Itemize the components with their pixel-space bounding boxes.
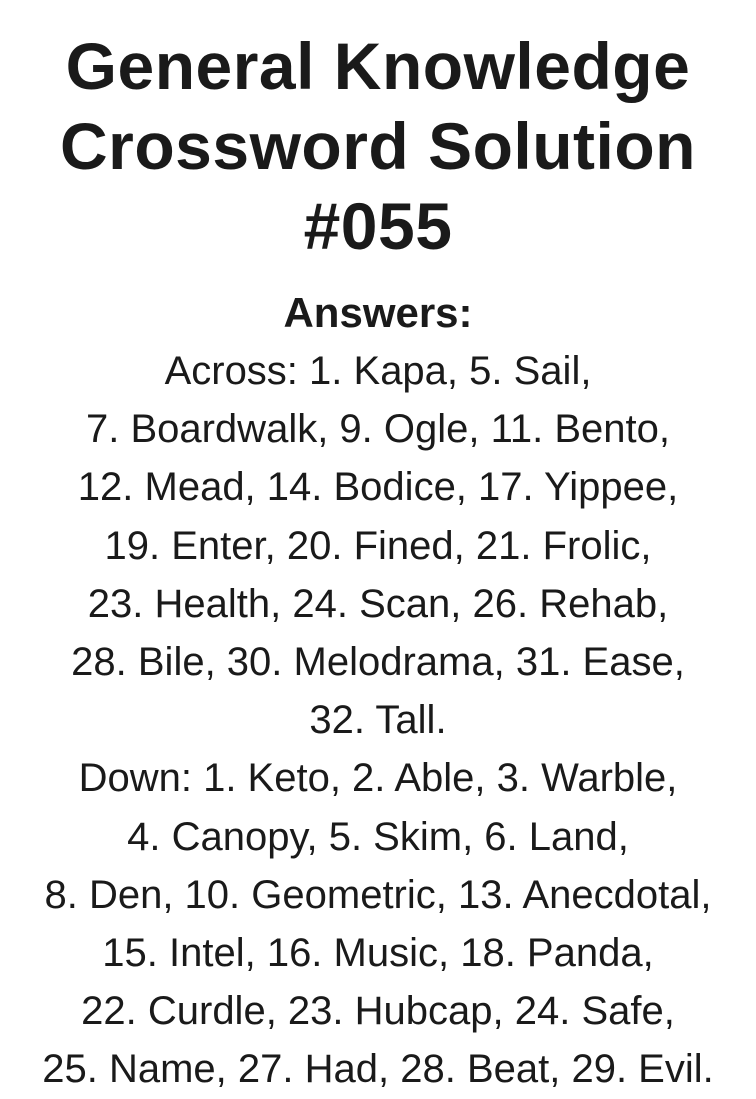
title-line-2: Crossword Solution (60, 109, 696, 183)
answer-line: 28. Bile, 30. Melodrama, 31. Ease, (71, 640, 685, 685)
answer-line: Down: 1. Keto, 2. Able, 3. Warble, (78, 756, 678, 801)
answer-line: 32. Tall. (309, 698, 447, 743)
answer-line: Across: 1. Kapa, 5. Sail, (164, 349, 592, 393)
answers-list (0, 342, 756, 1099)
answer-line: 25. Name, 27. Had, 28. Beat, 29. Evil. (42, 1047, 714, 1092)
answer-line: 15. Intel, 16. Music, 18. Panda, (102, 931, 654, 976)
title-line-3: #055 (303, 189, 453, 263)
title-line-1: General Knowledge (65, 29, 691, 103)
answer-line: 22. Curdle, 23. Hubcap, 24. Safe, (81, 989, 675, 1034)
answer-line: 8. Den, 10. Geometric, 13. Anecdotal, (44, 872, 712, 917)
page-title (0, 26, 756, 266)
answer-line: 4. Canopy, 5. Skim, 6. Land, (127, 814, 629, 859)
answer-line: 12. Mead, 14. Bodice, 17. Yippee, (77, 465, 679, 510)
answer-line: 7. Boardwalk, 9. Ogle, 11. Bento, (85, 407, 671, 452)
answer-line: 19. Enter, 20. Fined, 21. Frolic, (104, 523, 652, 568)
answer-line: 23. Health, 24. Scan, 26. Rehab, (87, 581, 669, 626)
answers-heading: Answers: (283, 289, 473, 336)
